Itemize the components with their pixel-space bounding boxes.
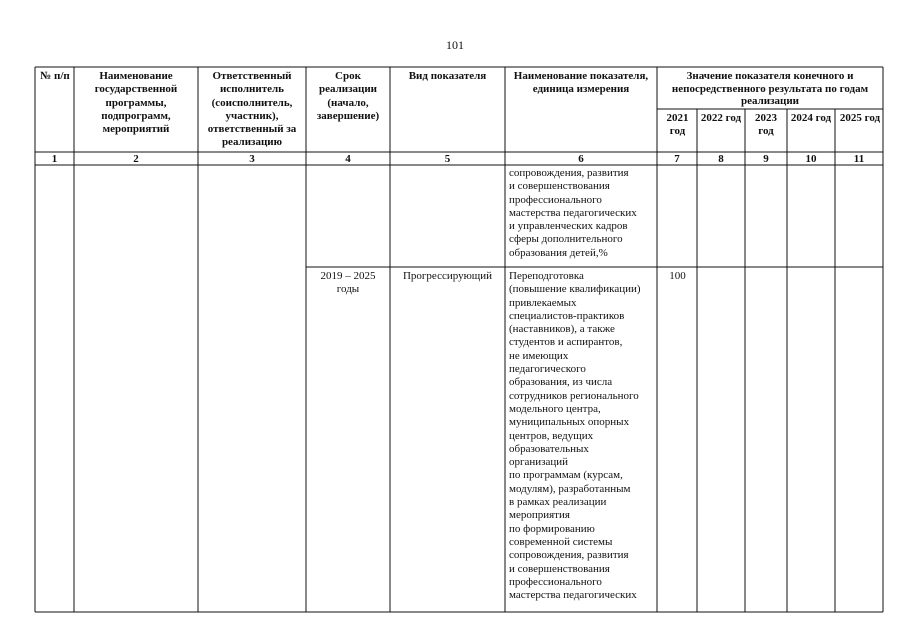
column-number: 2 [133,153,139,165]
header-responsible: Ответственный исполнитель (соисполнитель, участник), ответственный за реализацию [207,70,297,149]
header-values-group: Значение показателя конечного и непосредственного результата по годам реализации [671,70,869,107]
table-cell-term: 2019 – 2025 годы [320,270,376,296]
column-number: 4 [345,153,351,165]
column-number: 5 [444,153,451,165]
header-term: Срок реализации (начало, завершение) [316,70,380,122]
header-number: № п/п [40,70,70,82]
header-year-2022: 2022 год [700,112,742,124]
table-cell-indicator-name: Переподготовка (повышение квалификации) привлекаемых специалистов-практиков (наставников), а также студентов и аспирантов, не имеющих педагогического образования, из числа сотрудников регионального модельного центра, муниципальных опорных центров, ведущих образовательных организаций по программам (курсам, модулям), разработанным в рамках реализации мероприятия по формированию современной системы сопровождения, развития и совершенствования профессионального мастерства педагогических [509,270,641,602]
column-number: 6 [578,153,584,165]
column-number: 9 [763,153,769,165]
header-indicator-type: Вид показателя [408,70,487,82]
page-number: 101 [446,38,464,52]
header-year-2021: 2021 год [666,112,689,138]
table-cell-indicator-name: сопровождения, развития и совершенствования профессионального мастерства педагогических и управленческих кадров сферы дополнительного образования детей,% [509,167,637,259]
header-program-name: Наименование государственной программы, подпрограмм, мероприятий [94,70,178,136]
column-number: 11 [853,153,865,165]
column-number: 8 [718,153,724,165]
column-number: 3 [249,153,255,165]
column-number: 1 [51,153,58,165]
column-number: 7 [674,153,680,165]
table-cell-indicator-type: Прогрессирующий [402,270,493,282]
column-number: 10 [805,153,817,165]
table-cell-value-2021: 100 [669,270,686,282]
header-year-2024: 2024 год [790,112,832,124]
header-indicator-name: Наименование показателя, единица измерения [513,70,649,96]
header-year-2023: 2023 год [755,112,777,138]
header-year-2025: 2025 год [839,112,881,124]
